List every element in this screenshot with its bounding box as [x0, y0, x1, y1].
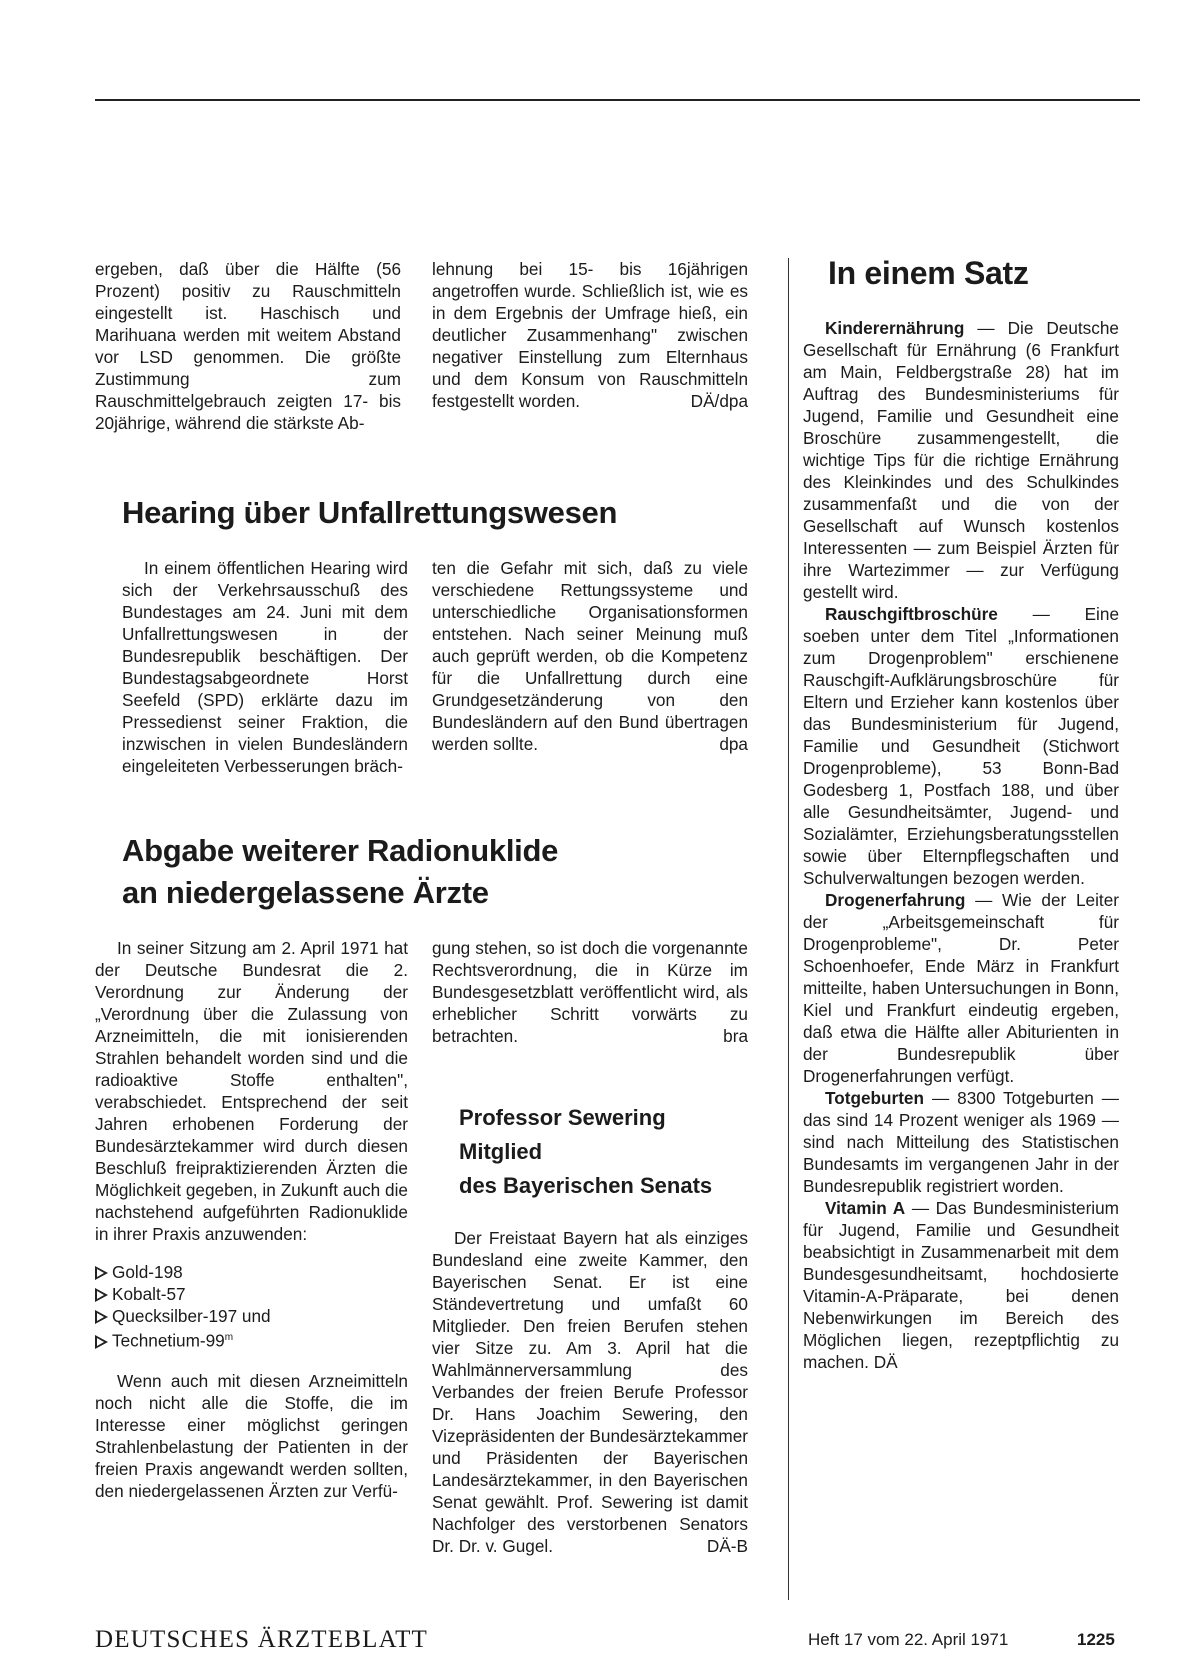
radionuklide-right-column	[432, 937, 748, 1047]
signature: DÄ-B	[706, 1536, 748, 1556]
triangle-bullet-icon	[95, 1266, 108, 1280]
radionuklide-intro: In seiner Sitzung am 2. April 1971 hat der Deutsche Bundesrat die 2. Verordnung zur Änderung der „Verordnung über die Zulassung von Arzneimitteln, die mit ionisierenden Strahlen behandelt worden sind und die radioaktive Stoffe enthalten", verabschiedet. Entsprechend der seit Jahren erhobenen Forderung der Bundesärztekammer wird durch diesen Beschluß freipraktizierenden Ärzten die Möglichkeit gegeben, in Zukunft auch die nachstehend aufgeführten Radionuklide in ihrer Praxis anzuwenden:	[95, 938, 408, 1244]
headline-line: Mitglied	[459, 1139, 543, 1164]
list-item: Quecksilber-197 und	[95, 1305, 408, 1327]
hearing-left-text: In einem öffentlichen Hearing wird sich der Verkehrsausschuß des Bundestages am 24. Juni mit dem Unfallrettungswesen in der Bundesrepublik beschäftigen. Der Bundestagsabgeordnete Horst Seefeld (SPD) erklärte dazu im Pressedienst seiner Fraktion, die inzwischen in vielen Bundesländern eingeleiteten Verbesserungen bräch-	[122, 558, 408, 776]
headline-line: Professor Sewering	[459, 1105, 666, 1130]
journal-name: DEUTSCHES ÄRZTEBLATT	[95, 1626, 429, 1653]
news-item: Rauschgiftbroschüre — Eine soeben unter dem Titel „Informationen zum Drogenproblem" erschienene Rauschgift-Aufklärungsbroschüre für Eltern und Erzieher kann kostenlos über das Bundesministerium für Jugend, Familie und Gesundheit (Stichwort Drogenprobleme), 53 Bonn-Bad Godesberg 1, Postfach 188, und über alle Gesundheitsämter, Jugend- und Sozialämter, Erziehungsberatungsstellen sowie über Elternpflegschaften und Schulverwaltungen bezogen werden.	[803, 604, 1119, 888]
news-item: Drogenerfahrung — Wie der Leiter der „Arbeitsgemeinschaft für Drogenprobleme", Dr. Peter Schoenhoefer, Ende März in Frankfurt mitteilte, haben Untersuchungen in Bonn, Kiel und Frankfurt eindeutig ergeben, daß etwa die Hälfte aller Abiturienten in der Bundesrepublik über Drogenerfahrungen verfügt.	[803, 890, 1119, 1086]
signature: DÄ/dpa	[690, 391, 748, 411]
hearing-right-text: ten die Gefahr mit sich, daß zu viele verschiedene Rettungssysteme und unterschiedliche Organisationsformen entstehen. Nach seiner Meinung muß auch geprüft werden, ob die Kompetenz für die Unfallrettung durch eine Grundgesetzänderung von den Bundesländern auf den Bund übertragen werden sollte. dpa	[432, 558, 748, 754]
radionuklide-list	[95, 1261, 408, 1352]
hearing-right-column	[432, 557, 748, 755]
list-item: Gold-198	[95, 1261, 408, 1283]
headline-radionuklide	[122, 830, 558, 914]
triangle-bullet-icon	[95, 1335, 108, 1349]
continuation-left-text: ergeben, daß über die Hälfte (56 Prozent) positiv zu Rauschmitteln eingestellt ist. Haschisch und Marihuana werden mit weitem Abstand vor LSD genommen. Die größte Zustimmung zum Rauschmittelgebrauch zeigten 17- bis 20jährige, während die stärkste Ab-	[95, 259, 401, 433]
continuation-left-column	[95, 258, 401, 434]
signature: dpa	[719, 734, 748, 754]
continuation-right-text: lehnung bei 15- bis 16jährigen angetroffen wurde. Schließlich ist, wie es in dem Ergebnis der Umfrage hieß, ein deutlicher Zusammenhang" zwischen negativer Einstellung zum Elternhaus und dem Konsum von Rauschmitteln festgestellt worden. DÄ/dpa	[432, 259, 748, 411]
top-rule	[95, 99, 1140, 101]
column-divider	[788, 258, 789, 1600]
issue-info: Heft 17 vom 22. April 1971	[808, 1630, 1009, 1649]
radionuklide-left-column	[95, 937, 408, 1502]
news-item: Vitamin A — Das Bundesministerium für Jugend, Familie und Gesundheit beabsichtigt in Zusammenarbeit mit dem Bundesgesundheitsamt, hochdosierte Vitamin-A-Präparate, bei denen Nebenwirkungen im Bereich des Möglichen liegen, rezeptpflichtig zu machen. DÄ	[803, 1198, 1119, 1372]
headline-line: an niedergelassene Ärzte	[122, 875, 489, 910]
sewering-column	[432, 1227, 748, 1557]
sewering-text: Der Freistaat Bayern hat als einziges Bundesland eine zweite Kammer, den Bayerischen Senat. Er ist eine Ständevertretung und umfaßt 60 Mitglieder. Den freien Berufen stehen vier Sitze zu. Am 3. April hat die Wahlmännerversammlung des Verbandes der freien Berufe Professor Dr. Hans Joachim Sewering, den Vizepräsidenten der Bundesärztekammer und Präsidenten der Bayerischen Landesärztekammer, in den Bayerischen Senat gewählt. Prof. Sewering ist damit Nachfolger des verstorbenen Senators Dr. Dr. v. Gugel. DÄ-B	[432, 1228, 748, 1556]
page-number: 1225	[1077, 1630, 1115, 1649]
headline-line: des Bayerischen Senats	[459, 1173, 713, 1198]
headline-hearing: Hearing über Unfallrettungswesen	[122, 495, 618, 530]
news-item: Totgeburten — 8300 Totgeburten — das sind 14 Prozent weniger als 1969 — sind nach Mitteilung des Statistischen Bundesamts im vergangenen Jahr in der Bundesrepublik registriert worden.	[803, 1088, 1119, 1196]
superscript: m	[224, 1332, 234, 1343]
headline-sewering	[459, 1101, 712, 1203]
headline-line: Abgabe weiterer Radionuklide	[122, 833, 559, 868]
triangle-bullet-icon	[95, 1288, 108, 1302]
headline-in-einem-satz: In einem Satz	[828, 255, 1029, 291]
list-item: Technetium-99$^m$	[95, 1327, 408, 1352]
news-item: Kinderernährung — Die Deutsche Gesellschaft für Ernährung (6 Frankfurt am Main, Feldbergstraße 28) hat im Auftrag des Bundesministeriums für Jugend, Familie und Gesundheit eine Broschüre zusammengestellt, die wichtige Tips für die richtige Ernährung des Kleinkindes und des Schulkindes zusammenfaßt und die von der Gesellschaft auf Wunsch kostenlos Interessenten — zum Beispiel Ärzten für ihre Wartezimmer — zur Verfügung gestellt wird.	[803, 318, 1119, 602]
signature: bra	[723, 1026, 748, 1046]
radionuklide-right-text: gung stehen, so ist doch die vorgenannte Rechtsverordnung, die in Kürze im Bundesgesetzblatt veröffentlicht wird, als erheblicher Schritt vorwärts zu betrachten. bra	[432, 938, 748, 1046]
triangle-bullet-icon	[95, 1310, 108, 1324]
list-item: Kobalt-57	[95, 1283, 408, 1305]
continuation-right-column	[432, 258, 748, 412]
radionuklide-closing: Wenn auch mit diesen Arzneimitteln noch nicht alle die Stoffe, die im Interesse einer möglichst geringen Strahlenbelastung der Patienten in der freien Praxis angewandt werden sollten, den niedergelassenen Ärzten zur Verfü-	[95, 1370, 408, 1501]
hearing-left-column	[122, 557, 408, 777]
in-einem-satz-column	[803, 317, 1119, 1373]
